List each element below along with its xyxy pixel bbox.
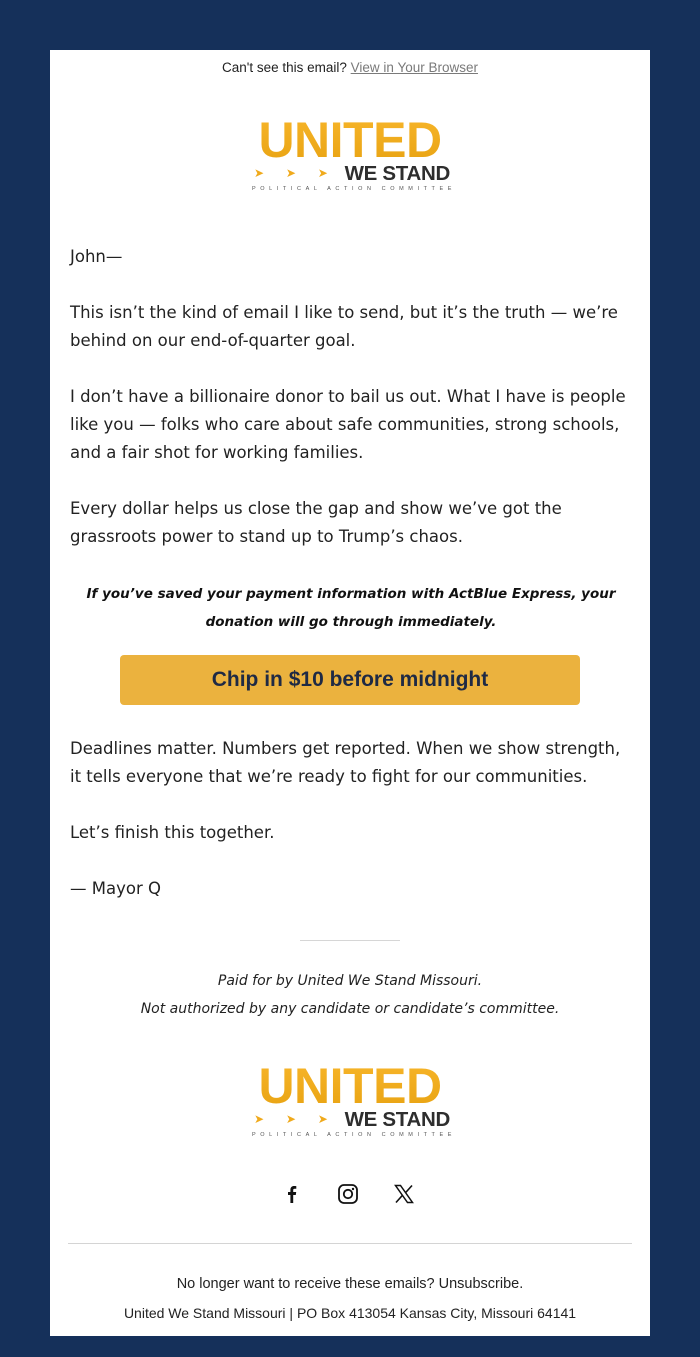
email-card bbox=[50, 50, 650, 1336]
preheader bbox=[50, 60, 650, 75]
actblue-express-note: If you’ve saved your payment information with ActBlue Express, your donation will go through immediately. bbox=[86, 586, 616, 630]
preheader-text: Can't see this email? bbox=[222, 60, 347, 75]
signoff: — Mayor Q bbox=[70, 879, 161, 898]
logo-we-stand-text: WE STAND bbox=[344, 1108, 450, 1131]
logo-united-text: UNITED bbox=[248, 114, 452, 166]
logo-tagline: POLITICAL ACTION COMMITTEE bbox=[252, 186, 457, 192]
paragraph-5: Let’s finish this together. bbox=[70, 823, 275, 842]
instagram-icon[interactable] bbox=[334, 1180, 362, 1208]
donate-button[interactable]: Chip in $10 before midnight bbox=[120, 655, 580, 705]
greeting: John— bbox=[70, 247, 123, 266]
paragraph-4: Deadlines matter. Numbers get reported. When we show strength, it tells everyone that we’re ready to fight for our communities. bbox=[70, 739, 621, 786]
paragraph-3: Every dollar helps us close the gap and show we’ve got the grassroots power to stand up to Trump’s chaos. bbox=[70, 499, 562, 546]
footer-divider bbox=[68, 1243, 632, 1244]
header-logo bbox=[248, 112, 457, 194]
paragraph-2: I don’t have a billionaire donor to bail us out. What I have is people like you — folks who care about safe communities, strong schools, and a fair shot for working families. bbox=[70, 387, 626, 462]
x-icon[interactable] bbox=[390, 1180, 418, 1208]
view-in-browser-link[interactable]: View in Your Browser bbox=[350, 60, 478, 75]
divider bbox=[300, 940, 400, 941]
paid-for-text: Paid for by United We Stand Missouri. bbox=[217, 973, 483, 989]
logo-we-stand-text: WE STAND bbox=[344, 162, 450, 185]
paragraph-1: This isn’t the kind of email I like to send, but it’s the truth — we’re behind on our end-of-quarter goal. bbox=[70, 303, 618, 350]
unsubscribe-text[interactable]: No longer want to receive these emails? Unsubscribe. bbox=[176, 1276, 524, 1292]
logo-chevrons: ➤ ➤ ➤ bbox=[254, 1112, 337, 1126]
footer-logo bbox=[248, 1058, 457, 1140]
logo-tagline: POLITICAL ACTION COMMITTEE bbox=[252, 1132, 457, 1138]
logo-chevrons: ➤ ➤ ➤ bbox=[254, 166, 337, 180]
mailing-address: United We Stand Missouri | PO Box 413054 Kansas City, Missouri 64141 bbox=[123, 1305, 577, 1321]
not-authorized-text: Not authorized by any candidate or candidate’s committee. bbox=[140, 1001, 560, 1017]
logo-united-text: UNITED bbox=[248, 1060, 452, 1112]
facebook-icon[interactable] bbox=[278, 1180, 306, 1208]
